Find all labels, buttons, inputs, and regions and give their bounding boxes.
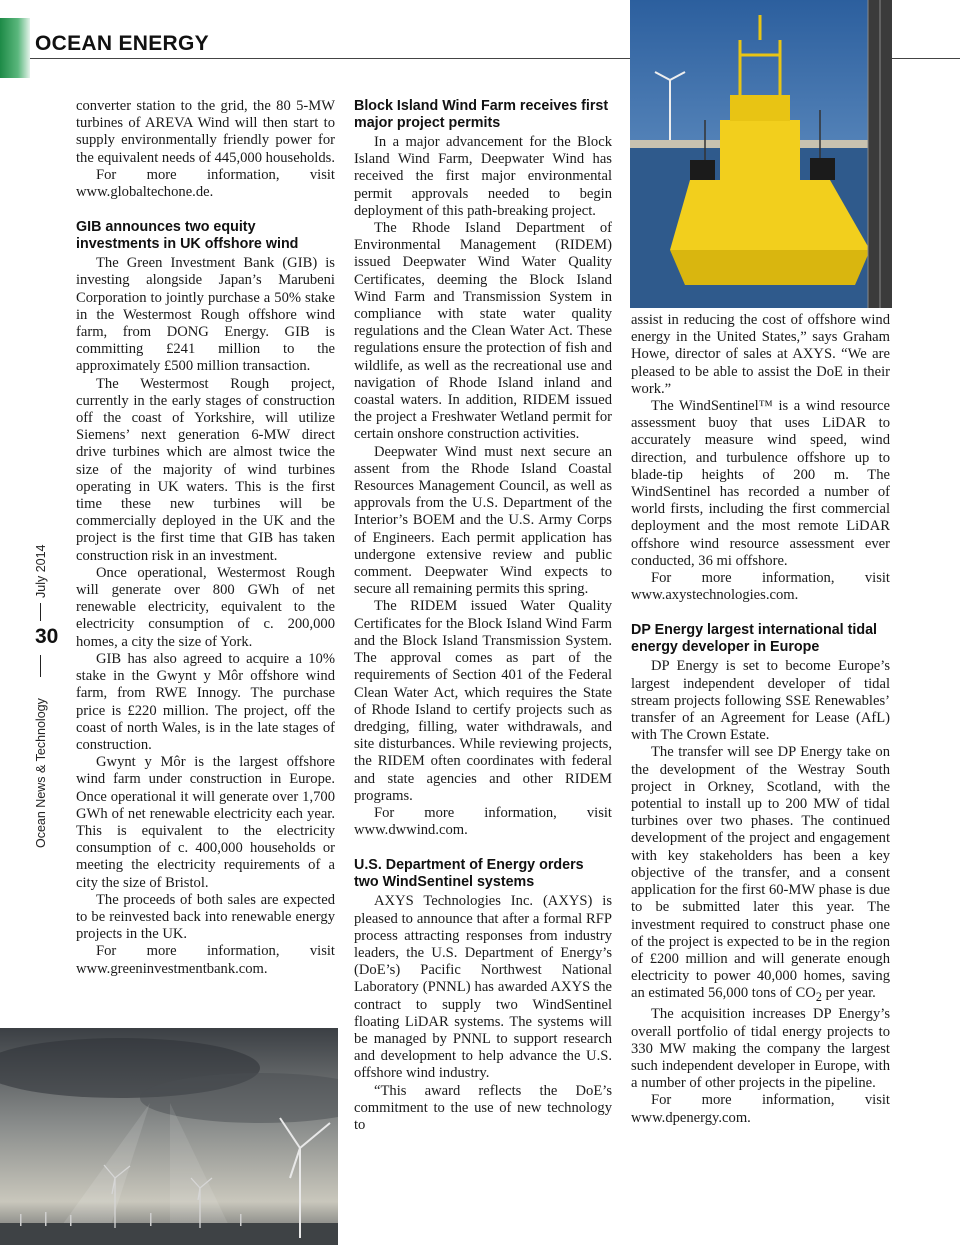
paragraph: “This award reflects the DoE’s commitment to the use of new technology to — [354, 1082, 612, 1133]
sidebar-divider — [40, 603, 41, 621]
paragraph: Gwynt y Môr is the largest offshore wind farm under construction in Europe. Once operational it will generate over 1,700 GWh of net renewable electricity each year. This is equivalent to the electricity consumption of c. 400,000 households or meeting the electricity requirements of a city the size of Bristol. — [76, 754, 335, 891]
paragraph: The Green Investment Bank (GIB) is investing alongside Japan’s Marubeni Corporation to jointly purchase a 50% stake in the Westermost Rough offshore wind farm, from DONG Energy. GIB is committing £241 million to the approximately £500 million transaction. — [76, 255, 335, 375]
wind-farm-photo — [0, 1028, 338, 1245]
paragraph: In a major advancement for the Block Island Wind Farm, Deepwater Wind has received the first major environmental permit approvals needed to begin deployment of this path-breaking project. — [354, 134, 612, 219]
paragraph: For more information, visit www.axystechnologies.com. — [631, 570, 890, 604]
paragraph: assist in reducing the cost of offshore wind energy in the United States,” says Graham Howe, director of sales at AXYS. “We are pleased to be able to assist the DoE in their work.” — [631, 312, 890, 397]
paragraph: The Westermost Rough project, currently in the early stages of construction off the coast of Yorkshire, will utilize Siemens’ next generation 6-MW direct drive turbines which are almost twice the size of the majority of wind turbines operating in UK waters. This is the first time these new turbines will be commercially deployed in the UK and the project is the first time that GIB has taken construction risk in an investment. — [76, 375, 335, 564]
section-title: OCEAN ENERGY — [35, 32, 209, 55]
paragraph: The Rhode Island Department of Environmental Management (RIDEM) issued Deepwater Wind Water Quality Certificates, deeming the Block Island Wind Farm and Transmission System in compliance with state water quality regulations and the Clean Water Act. These regulations ensure the protection of fish and wildlife, as well as the recreational use and navigation of Rhode Island inland and coastal waters. In addition, RIDEM issued the project a Freshwater Wetland permit for certain onshore construction activities. — [354, 220, 612, 443]
paragraph: The WindSentinel™ is a wind resource assessment buoy that uses LiDAR to accurately measure wind speed, wind direction, and turbulence offshore up to blade-tip heights of 200 m. The WindSentinel has recorded a number of world firsts, including the first commercial deployment and the most remote LiDAR offshore wind resource assessment ever conducted, 36 mi offshore. — [631, 398, 890, 569]
windsentinel-buoy-photo — [630, 0, 892, 308]
paragraph: Deepwater Wind must next secure an assent from the Rhode Island Coastal Resources Management Council, as well as approvals from the U.S. Department of the Interior’s BOEM and the U.S. Army Corps of Engineers. Each permit application has undergone extensive review and public comment. Deepwater Wind expects to secure all remaining permits this spring. — [354, 443, 612, 598]
article-headline: Block Island Wind Farm receives first major project permits — [354, 98, 609, 131]
paragraph: GIB has also agreed to acquire a 10% stake in the Gwynt y Môr offshore wind farm, from RWE Innogy. The purchase price is £220 million. The project, off the coast of north Wales, is in the late stages of construction. — [76, 650, 335, 753]
paragraph — [631, 744, 890, 1006]
paragraph: For more information, visit www.dpenergy.com. — [631, 1092, 890, 1126]
paragraph: The RIDEM issued Water Quality Certificates for the Block Island Wind Farm and the Block Island Transmission System. The approval comes as part of the requirements of Section 401 of the Federal Clean Water Act, which requires the State of Rhode Island to certify projects such as dredging, filling, water withdrawals, and site disturbances. While reviewing projects, the RIDEM often coordinates with federal and state agencies and other RIDEM programs. — [354, 598, 612, 804]
sidebar-date: July 2014 — [34, 544, 48, 598]
sidebar-divider — [40, 655, 41, 677]
paragraph: Once operational, Westermost Rough will generate over 800 GWh of net renewable electricity, equivalent to the electricity consumption of c. 200,000 homes, a city the size of York. — [76, 564, 335, 650]
paragraph-text: per year. — [821, 985, 876, 1002]
paragraph: The proceeds of both sales are expected to be reinvested back into renewable energy projects in the UK. — [76, 891, 335, 943]
article-column-2 — [354, 98, 612, 1134]
paragraph: DP Energy is set to become Europe’s largest independent developer of tidal stream projects following SSE Renewables’ transfer of an Agreement for Lease (AfL) with The Crown Estate. — [631, 658, 890, 744]
article-headline: DP Energy largest international tidal energy developer in Europe — [631, 622, 878, 656]
subscript: 2 — [815, 990, 822, 1005]
sidebar-publication: Ocean News & Technology — [34, 698, 48, 848]
paragraph-text: The transfer will see DP Energy take on the development of the Westray South project in Orkney, Scotland, with the potential to install up to 200 MW of tidal turbines over two phases. The continued development of the project and engagement with key stakeholders has been a key objective of the transfer, and a consent application for the first 60-MW phase is due to be submitted later this year. The investment required to construct phase one of the project is expected to be in the region of £200 million and will generate enough electricity to power 40,000 homes, saving an estimated 56,000 tons of CO — [631, 744, 890, 1002]
article-headline: U.S. Department of Energy orders two WindSentinel systems — [354, 857, 584, 891]
paragraph: converter station to the grid, the 80 5-MW turbines of AREVA Wind will then start to supply environmentally friendly power for the equivalent needs of 445,000 households. — [76, 98, 335, 166]
article-column-3 — [631, 312, 890, 1127]
paragraph: AXYS Technologies Inc. (AXYS) is pleased to announce that after a formal RFP process attracting responses from industry leaders, the U.S. Department of Energy’s (DoE’s) Pacific Northwest National Laboratory (PNNL) has awarded AXYS the contract to supply two WindSentinel floating LiDAR systems. The systems will be managed by PNNL to support research and development to help advance the U.S. offshore wind industry. — [354, 893, 612, 1082]
page-number: 30 — [35, 625, 59, 648]
section-accent-tab — [0, 18, 30, 78]
article-headline: GIB announces two equity investments in UK offshore wind — [76, 219, 299, 253]
article-column-1 — [76, 98, 335, 978]
paragraph: For more information, visit www.greeninvestmentbank.com. — [76, 943, 335, 977]
paragraph: The acquisition increases DP Energy’s overall portfolio of tidal energy projects to 330 MW making the company the largest such independent developer in Europe, with a number of other projects in the pipeline. — [631, 1006, 890, 1092]
paragraph: For more information, visit www.dwwind.com. — [354, 804, 612, 839]
paragraph: For more information, visit www.globaltechone.de. — [76, 166, 335, 201]
